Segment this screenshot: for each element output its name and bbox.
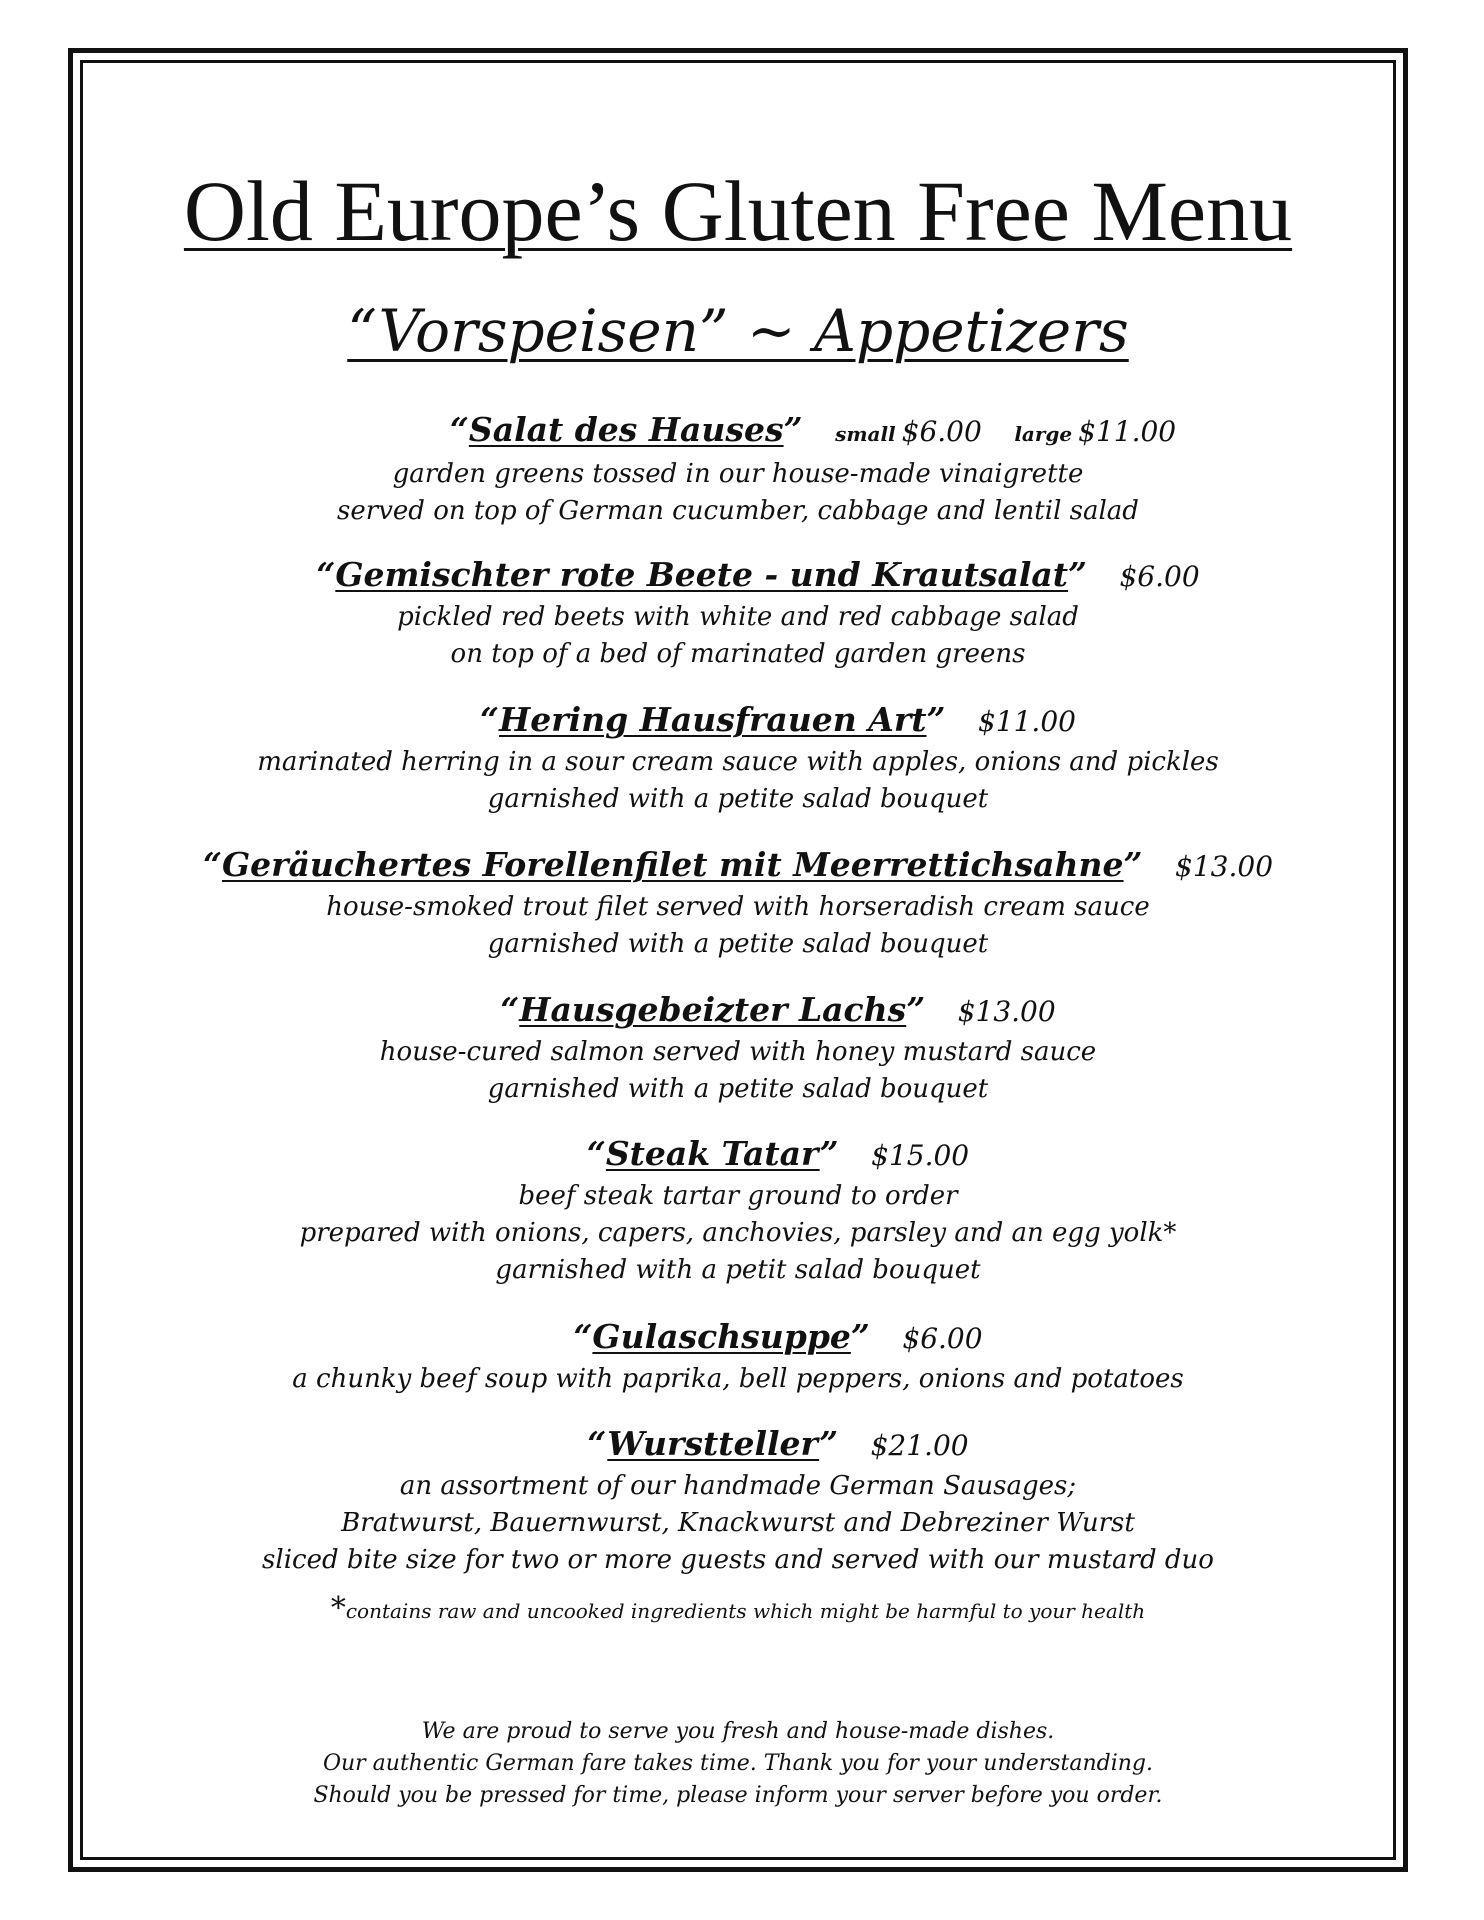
menu-item-name: “Gemischter rote Beete - und Krautsalat”	[316, 555, 1087, 594]
closing-line: We are proud to serve you fresh and house-made dishes.	[421, 1719, 1055, 1744]
menu-item-gulaschsuppe	[86, 1315, 1390, 1398]
menu-item-name: “Steak Tatar”	[586, 1134, 839, 1173]
menu-item-lachs	[86, 988, 1390, 1108]
menu-item-steak-tatar	[86, 1132, 1390, 1289]
menu-item-name: “Salat des Hauses”	[449, 410, 803, 449]
menu-title: Old Europe’s Gluten Free Menu	[183, 163, 1293, 259]
menu-item-description-line: served on top of German cucumber, cabbage and lentil salad	[337, 496, 1139, 526]
menu-item-price: $13.00	[1175, 850, 1274, 883]
menu-item-name: “Gulaschsuppe”	[573, 1317, 870, 1356]
menu-item-hering	[86, 698, 1390, 818]
menu-item-name: “Wurstteller”	[587, 1424, 839, 1463]
size-label-large: large	[1014, 422, 1073, 446]
menu-item-description-line: garnished with a petite salad bouquet	[487, 784, 989, 814]
price-large: $11.00	[1078, 415, 1177, 448]
menu-item-title	[86, 988, 1390, 1034]
footnote-marker: *	[330, 1591, 346, 1626]
menu-item-description-line: an assortment of our handmade German Sausages;	[399, 1471, 1077, 1501]
menu-item-description-line: a chunky beef soup with paprika, bell peppers, onions and potatoes	[292, 1364, 1184, 1394]
menu-item-wurstteller	[86, 1422, 1390, 1579]
menu-item-description-line: garnished with a petite salad bouquet	[487, 1074, 989, 1104]
closing-note	[86, 1716, 1390, 1812]
menu-page	[86, 66, 1390, 1854]
menu-item-description-line: Bratwurst, Bauernwurst, Knackwurst and Debreziner Wurst	[341, 1508, 1135, 1538]
menu-item-description-line: prepared with onions, capers, anchovies, parsley and an egg yolk*	[299, 1218, 1177, 1248]
menu-item-price: $6.00	[1119, 560, 1200, 593]
menu-item-price: $21.00	[870, 1429, 969, 1462]
menu-item-title	[86, 1315, 1390, 1361]
section-heading-appetizers: “Vorspeisen” ~ Appetizers	[347, 297, 1129, 365]
size-label-small: small	[835, 422, 896, 446]
menu-item-price: $11.00	[977, 705, 1076, 738]
menu-item-price: $15.00	[871, 1139, 970, 1172]
menu-item-description-line: house-cured salmon served with honey mustard sauce	[379, 1037, 1097, 1067]
menu-item-title	[86, 1132, 1390, 1178]
menu-item-description-line: beef steak tartar ground to order	[518, 1181, 958, 1211]
menu-item-forellenfilet	[86, 843, 1390, 963]
menu-item-name: “Hering Hausfrauen Art”	[480, 700, 946, 739]
menu-item-description-line: on top of a bed of marinated garden greens	[450, 639, 1026, 669]
menu-item-title	[86, 553, 1390, 599]
menu-item-price: $6.00	[902, 1322, 983, 1355]
menu-item-title	[86, 1422, 1390, 1468]
menu-item-description-line: garnished with a petite salad bouquet	[487, 929, 989, 959]
closing-line: Our authentic German fare takes time. Thank you for your understanding.	[322, 1751, 1154, 1776]
menu-item-name: “Geräuchertes Forellenfilet mit Meerrettichsahne”	[202, 845, 1143, 884]
menu-item-description-line: pickled red beets with white and red cabbage salad	[397, 602, 1079, 632]
menu-item-description-line: sliced bite size for two or more guests and served with our mustard duo	[262, 1545, 1214, 1575]
menu-item-description-line: marinated herring in a sour cream sauce with apples, onions and pickles	[257, 747, 1219, 777]
menu-item-title	[86, 408, 1390, 456]
closing-line: Should you be pressed for time, please inform your server before you order.	[313, 1783, 1163, 1808]
menu-item-salat-des-hauses	[86, 408, 1390, 530]
menu-item-name: “Hausgebeizter Lachs”	[500, 990, 926, 1029]
menu-item-description-line: garnished with a petit salad bouquet	[495, 1255, 981, 1285]
menu-item-price: $13.00	[957, 995, 1056, 1028]
footnote	[86, 1591, 1390, 1626]
menu-item-title	[86, 843, 1390, 889]
menu-item-title	[86, 698, 1390, 744]
menu-item-description-line: house-smoked trout filet served with horseradish cream sauce	[326, 892, 1150, 922]
menu-item-description-line: garden greens tossed in our house-made vinaigrette	[392, 459, 1084, 489]
price-small: $6.00	[901, 415, 982, 448]
footnote-text: contains raw and uncooked ingredients which might be harmful to your health	[345, 1599, 1146, 1623]
menu-item-rote-beete	[86, 553, 1390, 673]
